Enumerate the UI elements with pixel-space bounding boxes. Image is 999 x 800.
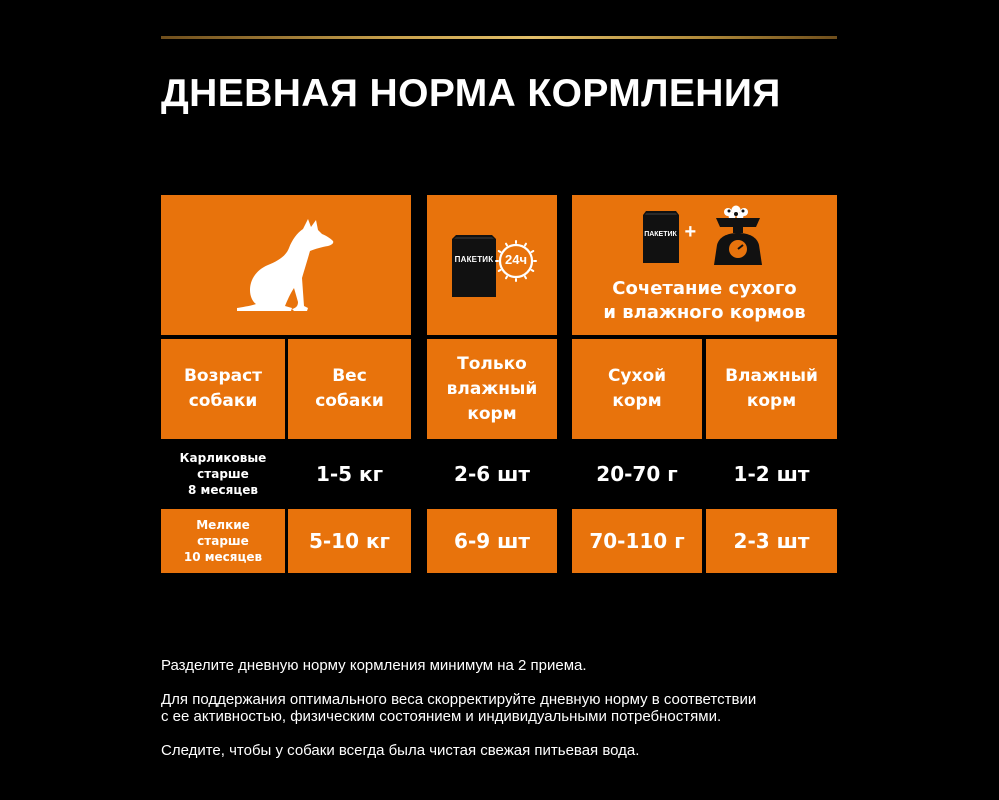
row-age-label: Карликовые старше 8 месяцев: [179, 451, 267, 497]
table-row-1-age: [161, 443, 285, 505]
feeding-notes: [161, 657, 861, 759]
col-header-wet-only: [427, 339, 557, 439]
table-row-1-dry: [572, 443, 702, 505]
col-header-wet: [706, 339, 837, 439]
packet-label: ПАКЕТИК: [454, 255, 494, 264]
table-row-2-wet: [706, 509, 837, 573]
wet-only-header-cell: [427, 195, 557, 335]
row-dry-value: 70-110 г: [589, 529, 685, 553]
table-row-2-weight: [288, 509, 411, 573]
row-age-label: Мелкие старше 10 месяцев: [183, 518, 263, 564]
gold-divider: [161, 36, 837, 39]
table-row-2-wet-only: [427, 509, 557, 573]
table-row-1-wet-only: [427, 443, 557, 505]
combo-header-cell: [572, 195, 837, 335]
row-wet-value: 1-2 шт: [733, 462, 810, 486]
row-wet-only-value: 6-9 шт: [454, 529, 530, 553]
clock-24h-label: 24ч: [504, 252, 527, 267]
col-header-age-label: Возраст собаки: [183, 366, 263, 411]
row-wet-only-value: 2-6 шт: [454, 462, 530, 486]
row-weight-value: 5-10 кг: [308, 529, 391, 553]
table-row-1-wet: [706, 443, 837, 505]
packet-icon: [450, 235, 498, 297]
plus-sign: +: [684, 221, 697, 243]
dog-silhouette-icon: [236, 218, 336, 313]
col-header-age: [161, 339, 285, 439]
table-row-2-age: [161, 509, 285, 573]
packet-label: ПАКЕТИК: [644, 231, 677, 238]
col-header-weight-label: Вес собаки: [315, 366, 384, 411]
note-water: Следите, чтобы у собаки всегда была чистая свежая питьевая вода.: [161, 742, 640, 759]
note-meals: Разделите дневную норму кормления минимум на 2 приема.: [161, 657, 587, 674]
row-weight-value: 1-5 кг: [315, 462, 384, 486]
col-header-dry: [572, 339, 702, 439]
combo-title: Сочетание сухого и влажного кормов: [603, 278, 806, 323]
page-title: ДНЕВНАЯ НОРМА КОРМЛЕНИЯ: [161, 72, 781, 115]
col-header-dry-label: Сухой корм: [607, 366, 667, 411]
row-wet-value: 2-3 шт: [733, 529, 810, 553]
row-dry-value: 20-70 г: [596, 462, 678, 486]
dog-header-cell: [161, 195, 411, 335]
table-row-2-dry: [572, 509, 702, 573]
kitchen-scale-icon: [708, 205, 768, 267]
col-header-wet-only-label: Только влажный корм: [446, 353, 538, 424]
col-header-weight: [288, 339, 411, 439]
col-header-wet-label: Влажный корм: [725, 366, 818, 411]
note-weight: Для поддержания оптимального веса скорректируйте дневную норму в соответствии с ее активностью, физическим состоянием и индивидуальными потребностями.: [161, 691, 757, 725]
table-row-1-weight: [288, 443, 411, 505]
